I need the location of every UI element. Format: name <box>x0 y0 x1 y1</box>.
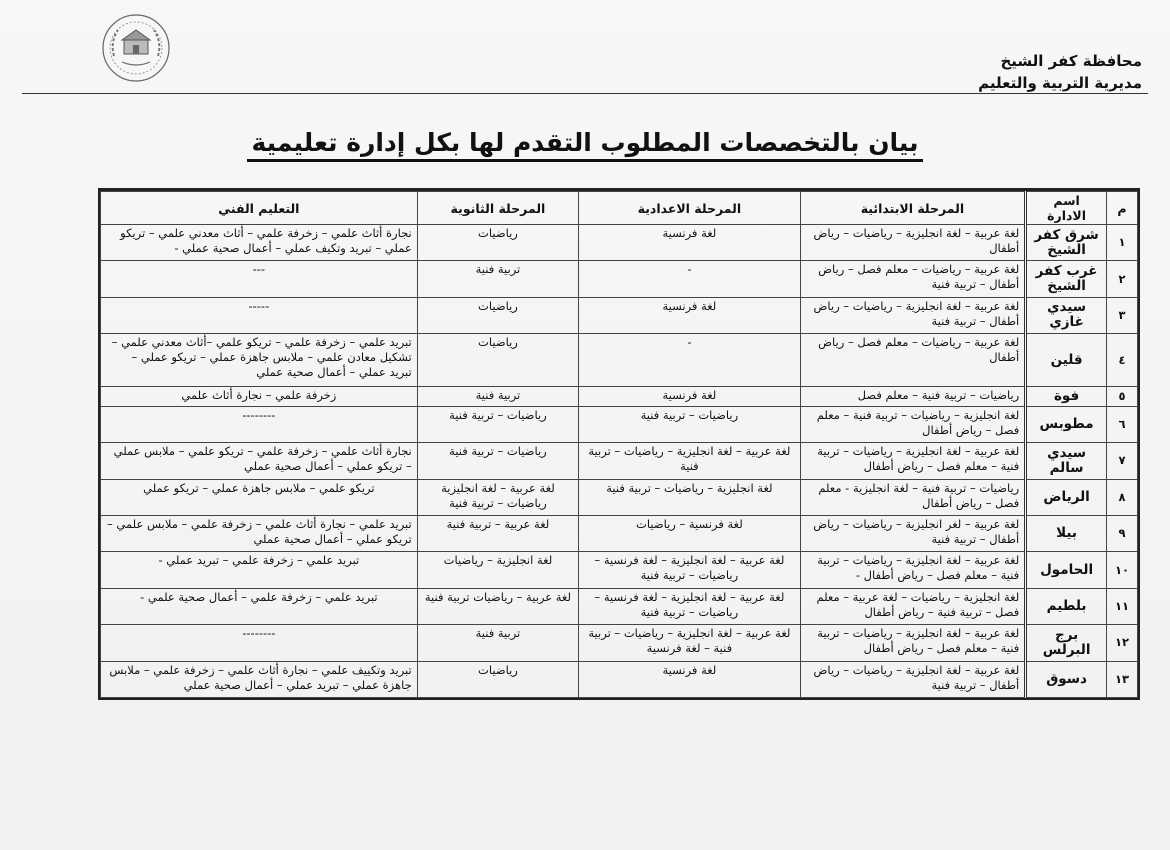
preparatory-cell: لغة عربية – لغة انجليزية – رياضيات – تربية فنية <box>579 443 800 479</box>
row-num: ٦ <box>1106 406 1137 442</box>
document-title-text: بيان بالتخصصات المطلوب التقدم لها بكل إدارة تعليمية <box>247 128 922 162</box>
secondary-cell: لغة عربية – لغة انجليزية رياضيات – تربية فنية <box>417 479 578 515</box>
primary-cell: لغة عربية – لغة انجليزية – رياضيات – رياض أطفال – تربية فنية <box>800 297 1026 333</box>
primary-cell: رياضيات – تربية فنية – لغة انجليزية - معلم فصل – رياض أطفال <box>800 479 1026 515</box>
header-technical: التعليم الفني <box>101 192 418 225</box>
preparatory-cell: لغة عربية – لغة انجليزية – رياضيات – تربية فنية – لغة فرنسية <box>579 625 800 661</box>
technical-cell: تبريد وتكييف علمي – نجارة أثاث علمي – زخرفة علمي – ملابس جاهزة عملي – تبريد عملي – أعمال صحية عملي <box>101 661 418 697</box>
preparatory-cell: لغة فرنسية <box>579 387 800 407</box>
admin-name: الرياض <box>1026 479 1107 515</box>
preparatory-cell: لغة فرنسية <box>579 661 800 697</box>
secondary-cell: رياضيات <box>417 334 578 387</box>
primary-cell: لغة انجليزية – رياضيات – تربية فنية – معلم فصل – رياض أطفال <box>800 406 1026 442</box>
table-row <box>101 516 1138 552</box>
primary-cell: لغة عربية – لغر انجليزية – رياضيات – رياض أطفال – تربية فنية <box>800 516 1026 552</box>
row-num: ٣ <box>1106 297 1137 333</box>
table-row <box>101 552 1138 588</box>
header-preparatory: المرحلة الاعدادية <box>579 192 800 225</box>
technical-cell: تريكو علمي – ملابس جاهزة عملي – تريكو عملي <box>101 479 418 515</box>
table-row <box>101 261 1138 297</box>
row-num: ٧ <box>1106 443 1137 479</box>
technical-cell: -------- <box>101 625 418 661</box>
technical-cell: زخرفة علمي – نجارة أثاث علمي <box>101 387 418 407</box>
directorate-name: مديرية التربية والتعليم <box>978 74 1142 92</box>
technical-cell: ----- <box>101 297 418 333</box>
technical-cell: -------- <box>101 406 418 442</box>
technical-cell: تبريد علمي – زخرفة علمي – تبريد عملي - <box>101 552 418 588</box>
governorate-name: محافظة كفر الشيخ <box>1000 52 1142 70</box>
technical-cell: --- <box>101 261 418 297</box>
secondary-cell: لغة عربية – تربية فنية <box>417 516 578 552</box>
primary-cell: لغة انجليزية – رياضيات – لغة عربية – معلم فصل – تربية فنية – رياض أطفال <box>800 588 1026 624</box>
table-header-row <box>101 192 1138 225</box>
preparatory-cell: - <box>579 261 800 297</box>
technical-cell: نجارة أثاث علمي – زخرفة علمي – تريكو علمي – ملابس عملي – تريكو عملي – أعمال صحية عملي <box>101 443 418 479</box>
admin-name: بيلا <box>1026 516 1107 552</box>
table-row <box>101 334 1138 387</box>
row-num: ١٠ <box>1106 552 1137 588</box>
header-primary: المرحلة الابتدائية <box>800 192 1026 225</box>
header-admin: اسم الادارة <box>1026 192 1107 225</box>
row-num: ٤ <box>1106 334 1137 387</box>
table-row <box>101 406 1138 442</box>
admin-name: الحامول <box>1026 552 1107 588</box>
admin-name: مطوبس <box>1026 406 1107 442</box>
primary-cell: لغة عربية – لغة انجليزية – رياضيات – تربية فنية – معلم فصل – رياض أطفال <box>800 443 1026 479</box>
secondary-cell: تربية فنية <box>417 387 578 407</box>
primary-cell: لغة عربية – رياضيات – معلم فصل – رياض أطفال – تربية فنية <box>800 261 1026 297</box>
document-title <box>0 128 1170 157</box>
table-row <box>101 625 1138 661</box>
preparatory-cell: رياضيات – تربية فنية <box>579 406 800 442</box>
table-row <box>101 225 1138 261</box>
admin-name: سيدي غازي <box>1026 297 1107 333</box>
row-num: ٨ <box>1106 479 1137 515</box>
secondary-cell: رياضيات – تربية فنية <box>417 406 578 442</box>
directorate-logo-seal <box>100 12 172 84</box>
admin-name: دسوق <box>1026 661 1107 697</box>
technical-cell: نجارة أثاث علمي – زخرفة علمي – أثاث معدني علمي – تريكو عملي – تبريد وتكيف عملي – أعمال صحية عملي - <box>101 225 418 261</box>
technical-cell: تبريد علمي – زخرفة علمي – تريكو علمي –أثاث معدني علمي – تشكيل معادن علمي – ملابس جاهزة عملي – تريكو عملي – تبريد عملي – أعمال صحية عملي <box>101 334 418 387</box>
secondary-cell: رياضيات – تربية فنية <box>417 443 578 479</box>
preparatory-cell: لغة فرنسية – رياضيات <box>579 516 800 552</box>
primary-cell: لغة عربية – رياضيات – معلم فصل – رياض أطفال <box>800 334 1026 387</box>
admin-name: قلين <box>1026 334 1107 387</box>
row-num: ١ <box>1106 225 1137 261</box>
row-num: ١٢ <box>1106 625 1137 661</box>
secondary-cell: تربية فنية <box>417 625 578 661</box>
admin-name: سيدي سالم <box>1026 443 1107 479</box>
admin-name: شرق كفر الشيخ <box>1026 225 1107 261</box>
preparatory-cell: لغة عربية – لغة انجليزية – لغة فرنسية – رياضيات – تربية فنية <box>579 588 800 624</box>
table-row <box>101 479 1138 515</box>
secondary-cell: لغة انجليزية – رياضيات <box>417 552 578 588</box>
specializations-table-frame <box>98 188 1140 700</box>
admin-name: بلطيم <box>1026 588 1107 624</box>
primary-cell: لغة عربية – لغة انجليزية – رياضيات – رياض أطفال <box>800 225 1026 261</box>
header-num: م <box>1106 192 1137 225</box>
preparatory-cell: لغة فرنسية <box>579 297 800 333</box>
primary-cell: رياضيات – تربية فنية – معلم فصل <box>800 387 1026 407</box>
preparatory-cell: - <box>579 334 800 387</box>
admin-name: فوة <box>1026 387 1107 407</box>
row-num: ٩ <box>1106 516 1137 552</box>
secondary-cell: رياضيات <box>417 297 578 333</box>
secondary-cell: تربية فنية <box>417 261 578 297</box>
preparatory-cell: لغة فرنسية <box>579 225 800 261</box>
admin-name: برج البرلس <box>1026 625 1107 661</box>
table-row <box>101 661 1138 697</box>
row-num: ١٣ <box>1106 661 1137 697</box>
table-row <box>101 588 1138 624</box>
primary-cell: لغة عربية – لغة انجليزية – رياضيات – تربية فنية – معلم فصل – رياض أطفال - <box>800 552 1026 588</box>
organization-header <box>978 50 1142 94</box>
table-row <box>101 387 1138 407</box>
secondary-cell: رياضيات <box>417 661 578 697</box>
primary-cell: لغة عربية – لغة انجليزية – رياضيات – تربية فنية – معلم فصل – رياض أطفال <box>800 625 1026 661</box>
primary-cell: لغة عربية – لغة انجليزية – رياضيات – رياض أطفال – تربية فنية <box>800 661 1026 697</box>
table-row <box>101 443 1138 479</box>
row-num: ١١ <box>1106 588 1137 624</box>
specializations-table <box>100 191 1138 698</box>
preparatory-cell: لغة انجليزية – رياضيات – تربية فنية <box>579 479 800 515</box>
technical-cell: تبريد علمي – زخرفة علمي – أعمال صحية علمي - <box>101 588 418 624</box>
header-divider <box>22 93 1148 94</box>
secondary-cell: رياضيات <box>417 225 578 261</box>
technical-cell: تبريد علمي – نجارة أثاث علمي – زخرفة علمي – ملابس علمي – تريكو عملي – أعمال صحية عملي <box>101 516 418 552</box>
table-row <box>101 297 1138 333</box>
admin-name: غرب كفر الشيخ <box>1026 261 1107 297</box>
preparatory-cell: لغة عربية – لغة انجليزية – لغة فرنسية – رياضيات – تربية فنية <box>579 552 800 588</box>
secondary-cell: لغة عربية – رياضيات تربية فنية <box>417 588 578 624</box>
row-num: ٥ <box>1106 387 1137 407</box>
row-num: ٢ <box>1106 261 1137 297</box>
header-secondary: المرحلة الثانوية <box>417 192 578 225</box>
